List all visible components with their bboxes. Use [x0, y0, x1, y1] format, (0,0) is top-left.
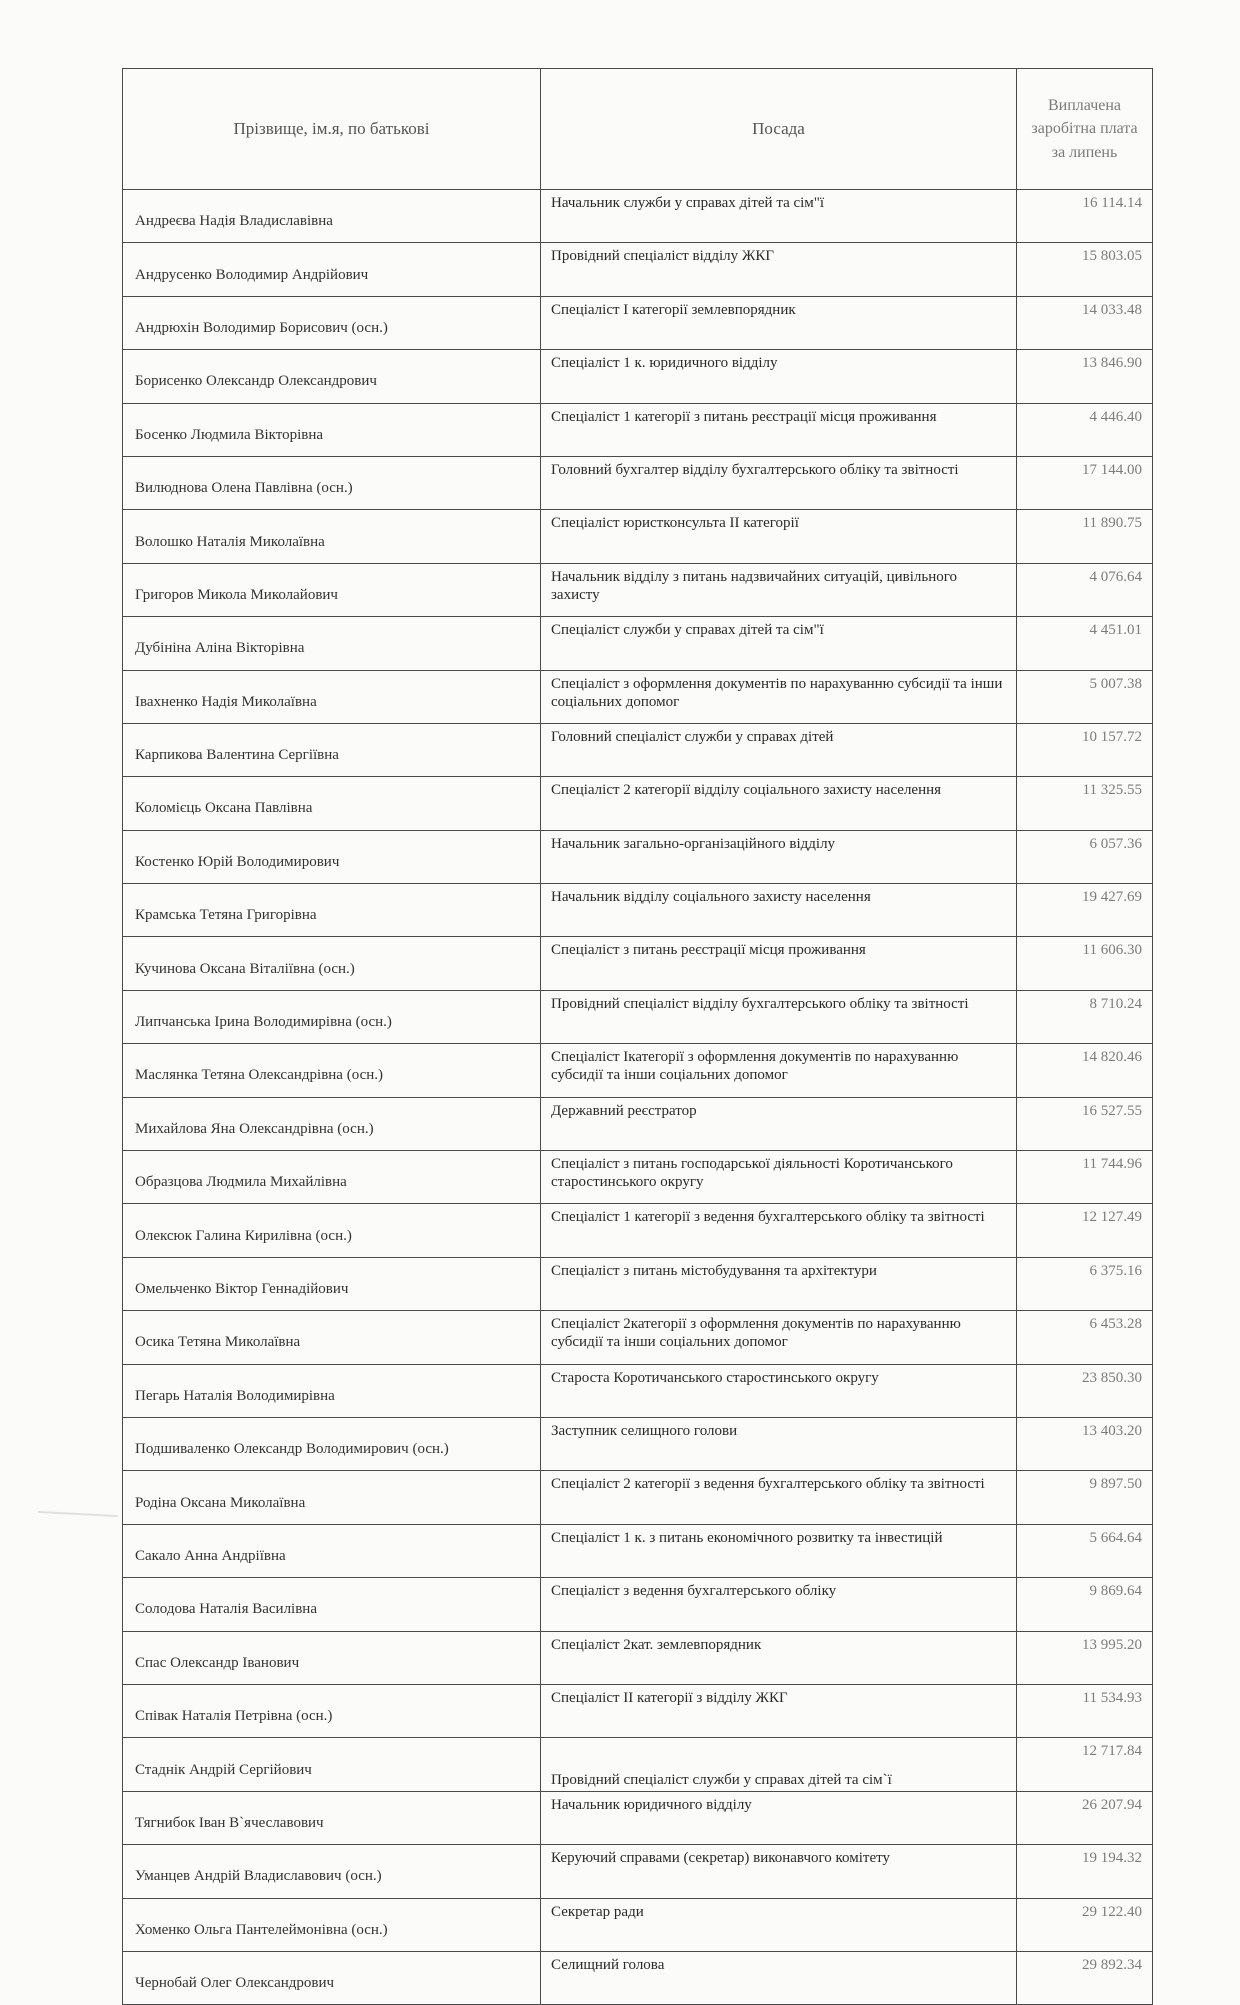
- employee-name: Івахненко Надія Миколаївна: [123, 670, 541, 723]
- employee-position: Заступник селищного голови: [541, 1417, 1017, 1470]
- employee-position: Спеціаліст Ікатегорії з оформлення документів по нарахуванню субсидії та інши соціальних допомог: [541, 1044, 1017, 1097]
- employee-name: Подшиваленко Олександр Володимирович (осн.): [123, 1417, 541, 1470]
- employee-position: Спеціаліст з питань господарської діяльності Коротичанського старостинського округу: [541, 1151, 1017, 1204]
- employee-position: Спеціаліст І категорії землевпорядник: [541, 296, 1017, 349]
- employee-position: Начальник загально-організаційного відділу: [541, 830, 1017, 883]
- employee-salary: 16 114.14: [1017, 190, 1153, 243]
- employee-position: Староста Коротичанського старостинського округу: [541, 1364, 1017, 1417]
- header-row: [123, 69, 1153, 190]
- employee-salary: 29 892.34: [1017, 1951, 1153, 2004]
- header-position: Посада: [541, 69, 1017, 190]
- table-row: [123, 1845, 1153, 1898]
- employee-salary: 10 157.72: [1017, 723, 1153, 776]
- table-row: [123, 1097, 1153, 1150]
- table-row: [123, 1738, 1153, 1791]
- employee-name: Григоров Микола Миколайович: [123, 563, 541, 616]
- table-row: [123, 296, 1153, 349]
- table-row: [123, 456, 1153, 509]
- employee-salary: 29 122.40: [1017, 1898, 1153, 1951]
- employee-name: Карпикова Валентина Сергіївна: [123, 723, 541, 776]
- employee-salary: 14 033.48: [1017, 296, 1153, 349]
- table-row: [123, 884, 1153, 937]
- employee-position: Спеціаліст 2категорії з оформлення документів по нарахуванню субсидії та інши соціальних допомог: [541, 1311, 1017, 1364]
- employee-name: Осика Тетяна Миколаївна: [123, 1311, 541, 1364]
- employee-position: Спеціаліст 1 к. з питань економічного розвитку та інвестицій: [541, 1524, 1017, 1577]
- table-row: [123, 1364, 1153, 1417]
- employee-salary: 12 127.49: [1017, 1204, 1153, 1257]
- employee-position: Начальник відділу з питань надзвичайних ситуацій, цивільного захисту: [541, 563, 1017, 616]
- employee-salary: 9 869.64: [1017, 1578, 1153, 1631]
- employee-salary: 4 446.40: [1017, 403, 1153, 456]
- employee-name: Кучинова Оксана Віталіївна (осн.): [123, 937, 541, 990]
- employee-salary: 19 427.69: [1017, 884, 1153, 937]
- table-row: [123, 723, 1153, 776]
- employee-salary: 19 194.32: [1017, 1845, 1153, 1898]
- employee-name: Солодова Наталія Василівна: [123, 1578, 541, 1631]
- employee-name: Спас Олександр Іванович: [123, 1631, 541, 1684]
- table-row: [123, 403, 1153, 456]
- employee-name: Олексюк Галина Кирилівна (осн.): [123, 1204, 541, 1257]
- table-row: [123, 617, 1153, 670]
- employee-position: Спеціаліст з питань містобудування та архітектури: [541, 1257, 1017, 1310]
- employee-position: Провідний спеціаліст відділу бухгалтерського обліку та звітності: [541, 990, 1017, 1043]
- employee-salary: 6 057.36: [1017, 830, 1153, 883]
- header-salary: Виплачена заробітна плата за липень: [1017, 69, 1153, 190]
- table-row: [123, 563, 1153, 616]
- employee-name: Борисенко Олександр Олександрович: [123, 350, 541, 403]
- employee-position: Керуючий справами (секретар) виконавчого комітету: [541, 1845, 1017, 1898]
- employee-position: Спеціаліст з питань реєстрації місця проживання: [541, 937, 1017, 990]
- employee-salary: 12 717.84: [1017, 1738, 1153, 1791]
- employee-position: Спеціаліст служби у справах дітей та сім"ї: [541, 617, 1017, 670]
- employee-salary: 14 820.46: [1017, 1044, 1153, 1097]
- employee-salary: 4 451.01: [1017, 617, 1153, 670]
- employee-salary: 11 606.30: [1017, 937, 1153, 990]
- employee-salary: 5 664.64: [1017, 1524, 1153, 1577]
- employee-position: Начальник юридичного відділу: [541, 1791, 1017, 1844]
- employee-salary: 13 995.20: [1017, 1631, 1153, 1684]
- employee-position: Спеціаліст з оформлення документів по нарахуванню субсидії та інши соціальних допомог: [541, 670, 1017, 723]
- employee-name: Липчанська Ірина Володимирівна (осн.): [123, 990, 541, 1043]
- table-row: [123, 243, 1153, 296]
- employee-position: Спеціаліст юристконсульта ІІ категорії: [541, 510, 1017, 563]
- salary-table: [122, 68, 1153, 2005]
- employee-name: Образцова Людмила Михайлівна: [123, 1151, 541, 1204]
- employee-salary: 5 007.38: [1017, 670, 1153, 723]
- table-row: [123, 1151, 1153, 1204]
- employee-salary: 8 710.24: [1017, 990, 1153, 1043]
- employee-name: Чернобай Олег Олександрович: [123, 1951, 541, 2004]
- employee-name: Дубініна Аліна Вікторівна: [123, 617, 541, 670]
- table-row: [123, 1524, 1153, 1577]
- employee-position: Спеціаліст 2кат. землевпорядник: [541, 1631, 1017, 1684]
- employee-salary: 26 207.94: [1017, 1791, 1153, 1844]
- employee-position: Спеціаліст ІІ категорії з відділу ЖКГ: [541, 1684, 1017, 1737]
- header-name: Прізвище, ім.я, по батькові: [123, 69, 541, 190]
- employee-salary: 11 534.93: [1017, 1684, 1153, 1737]
- employee-salary: 4 076.64: [1017, 563, 1153, 616]
- employee-name: Пегарь Наталія Володимирівна: [123, 1364, 541, 1417]
- employee-salary: 6 453.28: [1017, 1311, 1153, 1364]
- table-row: [123, 1471, 1153, 1524]
- employee-salary: 13 403.20: [1017, 1417, 1153, 1470]
- table-row: [123, 777, 1153, 830]
- employee-name: Андрюхін Володимир Борисович (осн.): [123, 296, 541, 349]
- employee-name: Коломієць Оксана Павлівна: [123, 777, 541, 830]
- employee-name: Босенко Людмила Вікторівна: [123, 403, 541, 456]
- employee-name: Вилюднова Олена Павлівна (осн.): [123, 456, 541, 509]
- table-row: [123, 670, 1153, 723]
- employee-position: Спеціаліст 1 к. юридичного відділу: [541, 350, 1017, 403]
- employee-name: Михайлова Яна Олександрівна (осн.): [123, 1097, 541, 1150]
- employee-salary: 9 897.50: [1017, 1471, 1153, 1524]
- employee-position: Начальник служби у справах дітей та сім"ї: [541, 190, 1017, 243]
- employee-name: Співак Наталія Петрівна (осн.): [123, 1684, 541, 1737]
- table-row: [123, 1898, 1153, 1951]
- table-row: [123, 990, 1153, 1043]
- employee-name: Омельченко Віктор Геннадійович: [123, 1257, 541, 1310]
- employee-salary: 15 803.05: [1017, 243, 1153, 296]
- table-row: [123, 350, 1153, 403]
- employee-name: Крамська Тетяна Григорівна: [123, 884, 541, 937]
- employee-position: Провідний спеціаліст відділу ЖКГ: [541, 243, 1017, 296]
- table-row: [123, 1951, 1153, 2004]
- table-row: [123, 937, 1153, 990]
- employee-name: Андрусенко Володимир Андрійович: [123, 243, 541, 296]
- table-row: [123, 510, 1153, 563]
- employee-name: Хоменко Ольга Пантелеймонівна (осн.): [123, 1898, 541, 1951]
- employee-name: Тягнибок Іван В`ячеславович: [123, 1791, 541, 1844]
- employee-salary: 16 527.55: [1017, 1097, 1153, 1150]
- employee-position: Головний бухгалтер відділу бухгалтерського обліку та звітності: [541, 456, 1017, 509]
- employee-position: Секретар ради: [541, 1898, 1017, 1951]
- employee-position: Головний спеціаліст служби у справах дітей: [541, 723, 1017, 776]
- table-row: [123, 1791, 1153, 1844]
- employee-position: Спеціаліст 2 категорії відділу соціального захисту населення: [541, 777, 1017, 830]
- employee-salary: 13 846.90: [1017, 350, 1153, 403]
- employee-salary: 17 144.00: [1017, 456, 1153, 509]
- employee-position: Державний реєстратор: [541, 1097, 1017, 1150]
- employee-salary: 11 325.55: [1017, 777, 1153, 830]
- table-row: [123, 1417, 1153, 1470]
- employee-position: Провідний спеціаліст служби у справах дітей та сім`ї: [541, 1738, 1017, 1791]
- table-row: [123, 1631, 1153, 1684]
- employee-salary: 6 375.16: [1017, 1257, 1153, 1310]
- table-row: [123, 1204, 1153, 1257]
- employee-position: Спеціаліст з ведення бухгалтерського обліку: [541, 1578, 1017, 1631]
- employee-name: Андреєва Надія Владиславівна: [123, 190, 541, 243]
- employee-name: Волошко Наталія Миколаївна: [123, 510, 541, 563]
- employee-name: Уманцев Андрій Владиславович (осн.): [123, 1845, 541, 1898]
- employee-position: Селищний голова: [541, 1951, 1017, 2004]
- employee-name: Родіна Оксана Миколаївна: [123, 1471, 541, 1524]
- table-row: [123, 1044, 1153, 1097]
- employee-position: Спеціаліст 1 категорії з питань реєстрації місця проживання: [541, 403, 1017, 456]
- employee-salary: 11 890.75: [1017, 510, 1153, 563]
- table-row: [123, 1684, 1153, 1737]
- scan-mark: [38, 1511, 118, 1521]
- table-row: [123, 1578, 1153, 1631]
- employee-salary: 11 744.96: [1017, 1151, 1153, 1204]
- employee-position: Спеціаліст 2 категорії з ведення бухгалтерського обліку та звітності: [541, 1471, 1017, 1524]
- employee-position: Спеціаліст 1 категорії з ведення бухгалтерського обліку та звітності: [541, 1204, 1017, 1257]
- employee-name: Костенко Юрій Володимирович: [123, 830, 541, 883]
- table-row: [123, 830, 1153, 883]
- table-row: [123, 1311, 1153, 1364]
- employee-name: Сакало Анна Андріївна: [123, 1524, 541, 1577]
- table-row: [123, 190, 1153, 243]
- employee-position: Начальник відділу соціального захисту населення: [541, 884, 1017, 937]
- employee-salary: 23 850.30: [1017, 1364, 1153, 1417]
- table-body: [123, 190, 1153, 2005]
- employee-name: Маслянка Тетяна Олександрівна (осн.): [123, 1044, 541, 1097]
- table-row: [123, 1257, 1153, 1310]
- employee-name: Стаднік Андрій Сергійович: [123, 1738, 541, 1791]
